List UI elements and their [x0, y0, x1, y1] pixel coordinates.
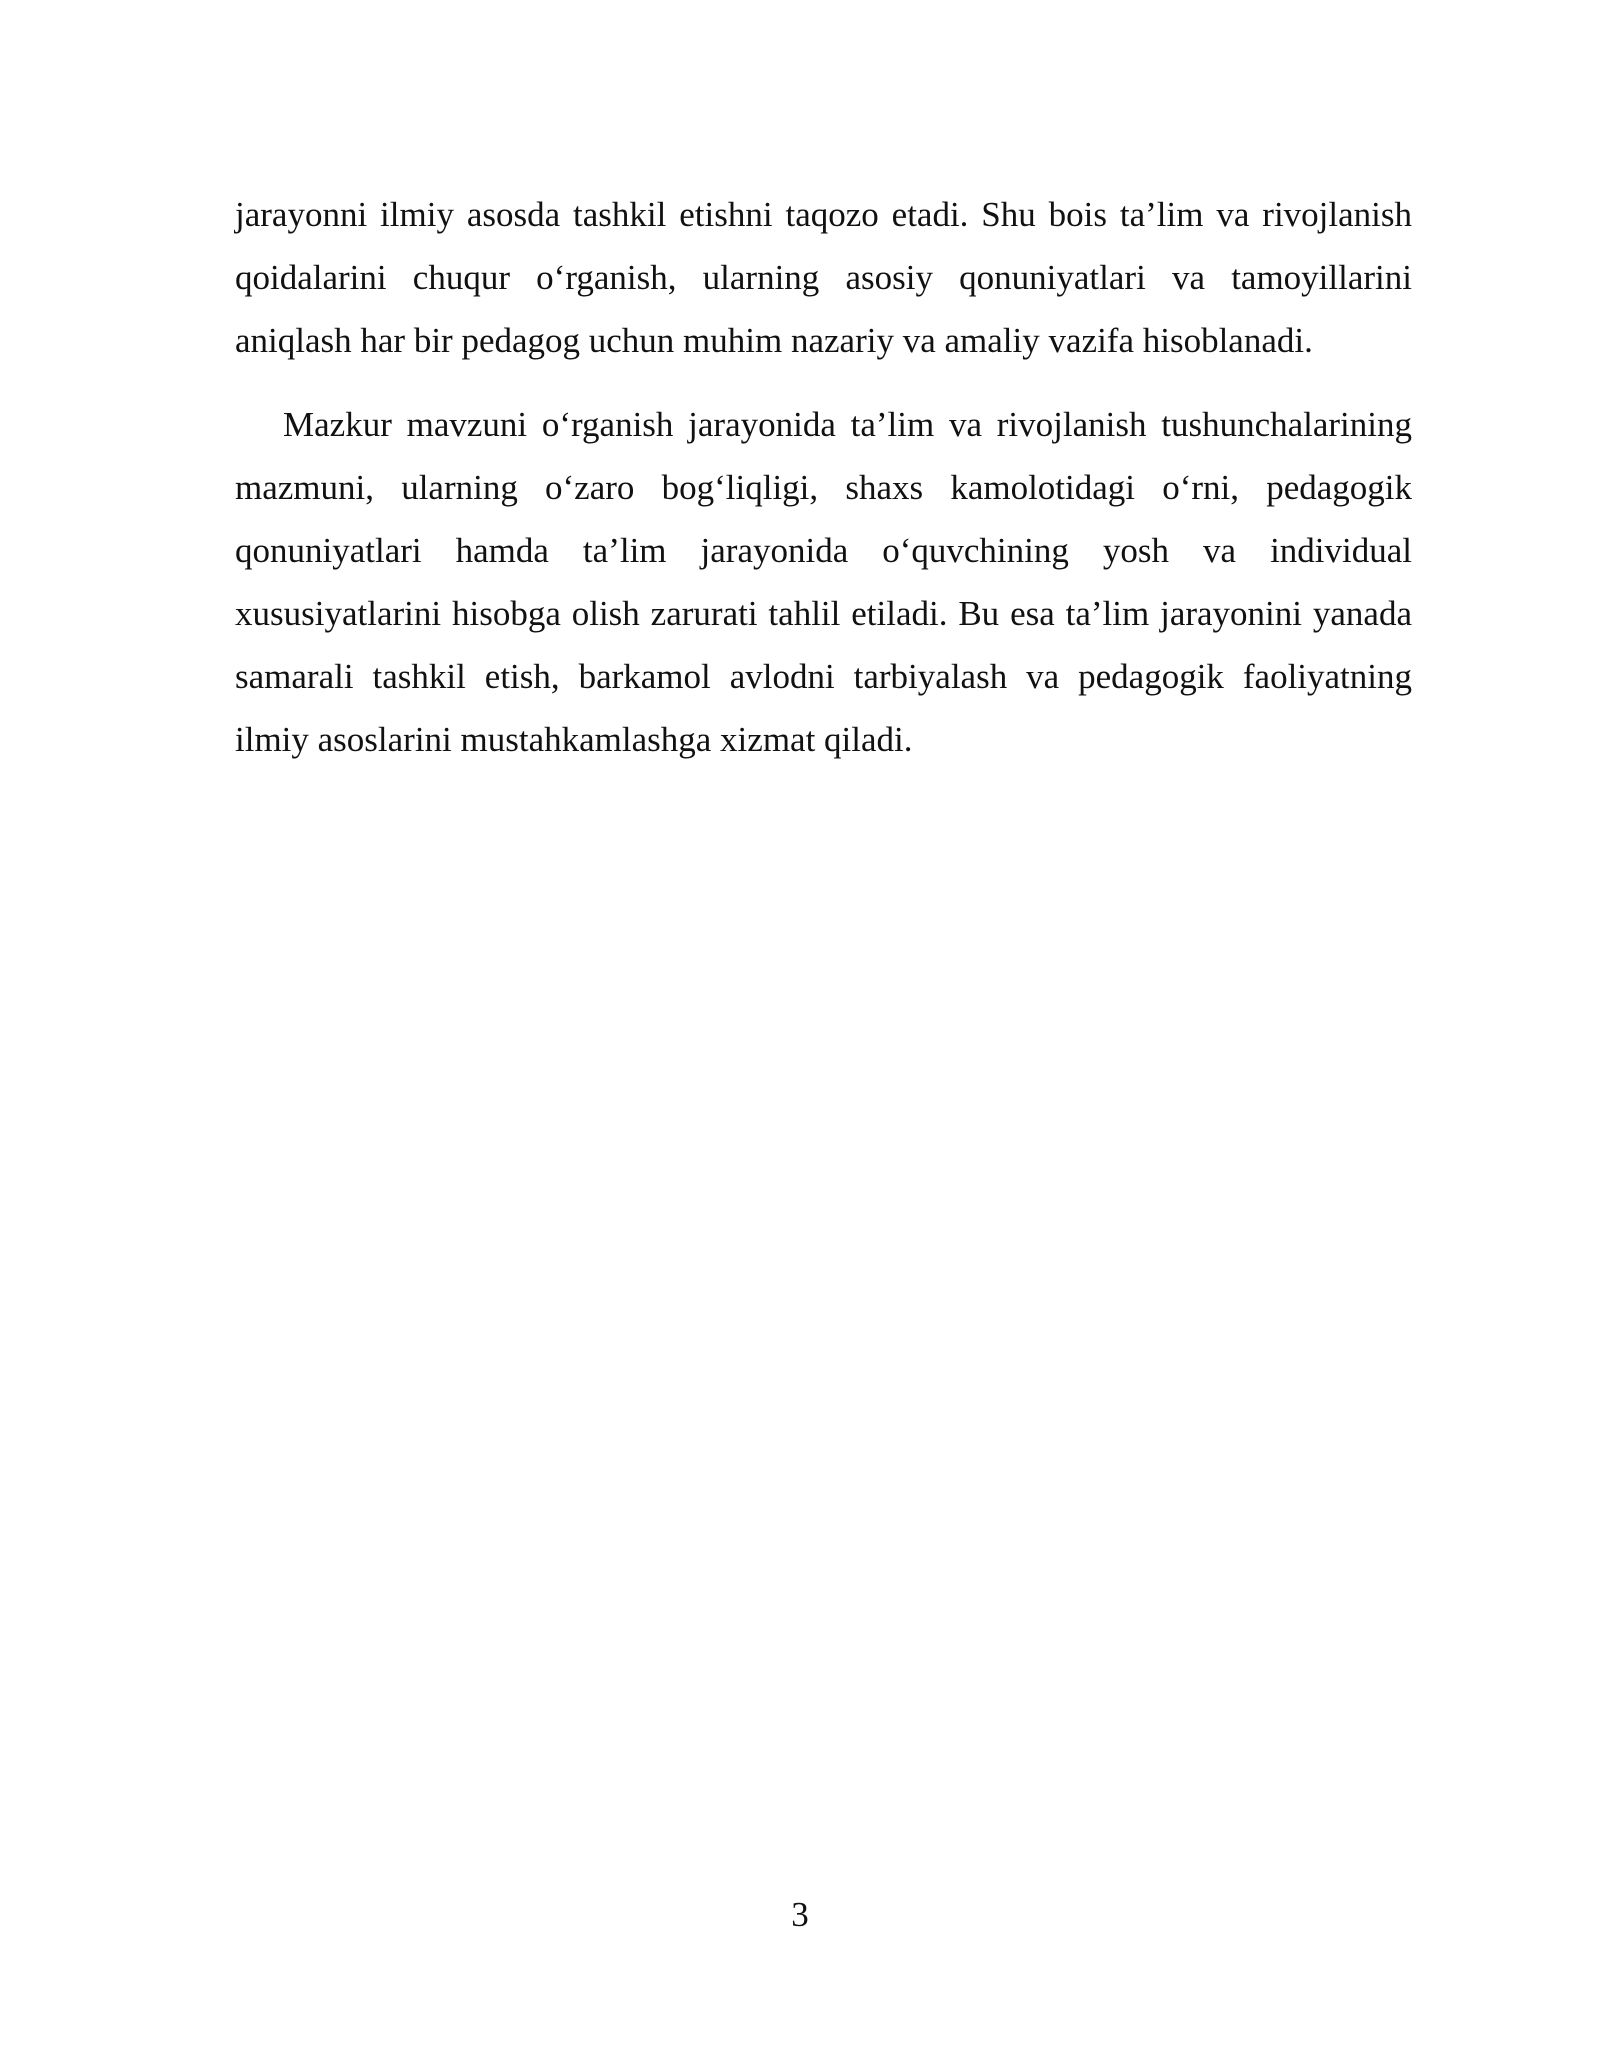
page-number: 3 [791, 1895, 809, 1934]
paragraph-mazkur: Mazkur mavzuni o‘rganish jarayonida ta’lim va rivojlanish tushunchalarining mazmuni, ularning o‘zaro bog‘liqligi, shaxs kamolotidagi o‘rni, pedagogik qonuniyatlari hamda ta’lim jarayonida o‘quvchining yosh va individual xususiyatlarini hisobga olish zarurati tahlil etiladi. Bu esa ta’lim jarayonini yanada samarali tashkil etish, barkamol avlodni tarbiyalash va pedagogik faoliyatning ilmiy asoslarini mustahkamlashga xizmat qiladi. [235, 405, 1412, 759]
paragraph-continuation: jarayonni ilmiy asosda tashkil etishni taqozo etadi. Shu bois ta’lim va rivojlanish qoidalarini chuqur o‘rganish, ularning asosiy qonuniyatlari va tamoyillarini aniqlash har bir pedagog uchun muhim nazariy va amaliy vazifa hisoblanadi. [235, 195, 1412, 360]
body-text [235, 183, 1412, 771]
